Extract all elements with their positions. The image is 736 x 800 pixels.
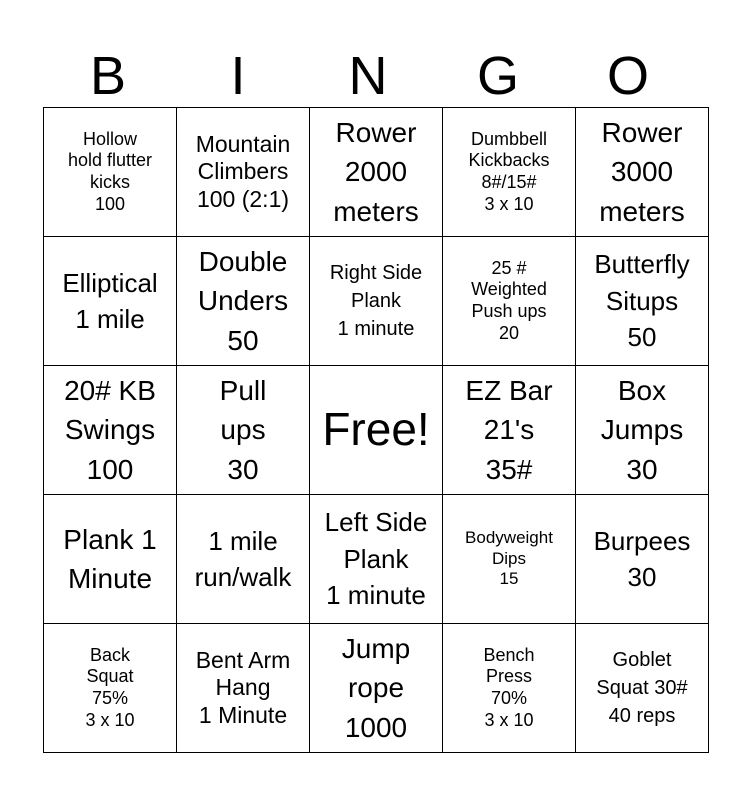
board-row [44, 495, 709, 624]
bingo-cell[interactable]: 25 # Weighted Push ups 20 [443, 237, 576, 366]
bingo-cell[interactable]: Butterfly Situps 50 [576, 237, 709, 366]
header-letter-o: O [606, 46, 649, 106]
bingo-cell[interactable]: Double Unders 50 [177, 237, 310, 366]
bingo-cell[interactable]: Rower 2000 meters [310, 108, 443, 237]
bingo-cell[interactable]: Plank 1 Minute [44, 495, 177, 624]
bingo-cell[interactable]: Left Side Plank 1 minute [310, 495, 443, 624]
bingo-cell[interactable]: EZ Bar 21's 35# [443, 366, 576, 495]
bingo-cell[interactable]: Goblet Squat 30# 40 reps [576, 624, 709, 753]
bingo-cell[interactable]: Dumbbell Kickbacks 8#/15# 3 x 10 [443, 108, 576, 237]
bingo-cell[interactable]: Jump rope 1000 [310, 624, 443, 753]
bingo-header [43, 44, 693, 108]
header-letter-n: N [348, 46, 388, 106]
bingo-cell[interactable]: Hollow hold flutter kicks 100 [44, 108, 177, 237]
bingo-cell[interactable]: Mountain Climbers 100 (2:1) [177, 108, 310, 237]
bingo-cell[interactable]: 20# KB Swings 100 [44, 366, 177, 495]
header-letter-i: I [230, 46, 246, 106]
board-row [44, 624, 709, 753]
board-row [44, 108, 709, 237]
header-letter-b: B [89, 46, 127, 106]
bingo-board [43, 107, 709, 753]
bingo-cell[interactable]: Elliptical 1 mile [44, 237, 177, 366]
bingo-cell[interactable]: Pull ups 30 [177, 366, 310, 495]
bingo-cell[interactable]: Burpees 30 [576, 495, 709, 624]
bingo-cell[interactable]: 1 mile run/walk [177, 495, 310, 624]
bingo-cell[interactable]: Bodyweight Dips 15 [443, 495, 576, 624]
bingo-cell[interactable]: Back Squat 75% 3 x 10 [44, 624, 177, 753]
board-row [44, 237, 709, 366]
bingo-cell[interactable]: Box Jumps 30 [576, 366, 709, 495]
free-cell[interactable]: Free! [310, 366, 443, 495]
bingo-cell[interactable]: Right Side Plank 1 minute [310, 237, 443, 366]
header-letter-g: G [476, 46, 519, 106]
bingo-cell[interactable]: Rower 3000 meters [576, 108, 709, 237]
bingo-cell[interactable]: Bent Arm Hang 1 Minute [177, 624, 310, 753]
bingo-cell[interactable]: Bench Press 70% 3 x 10 [443, 624, 576, 753]
board-row [44, 366, 709, 495]
